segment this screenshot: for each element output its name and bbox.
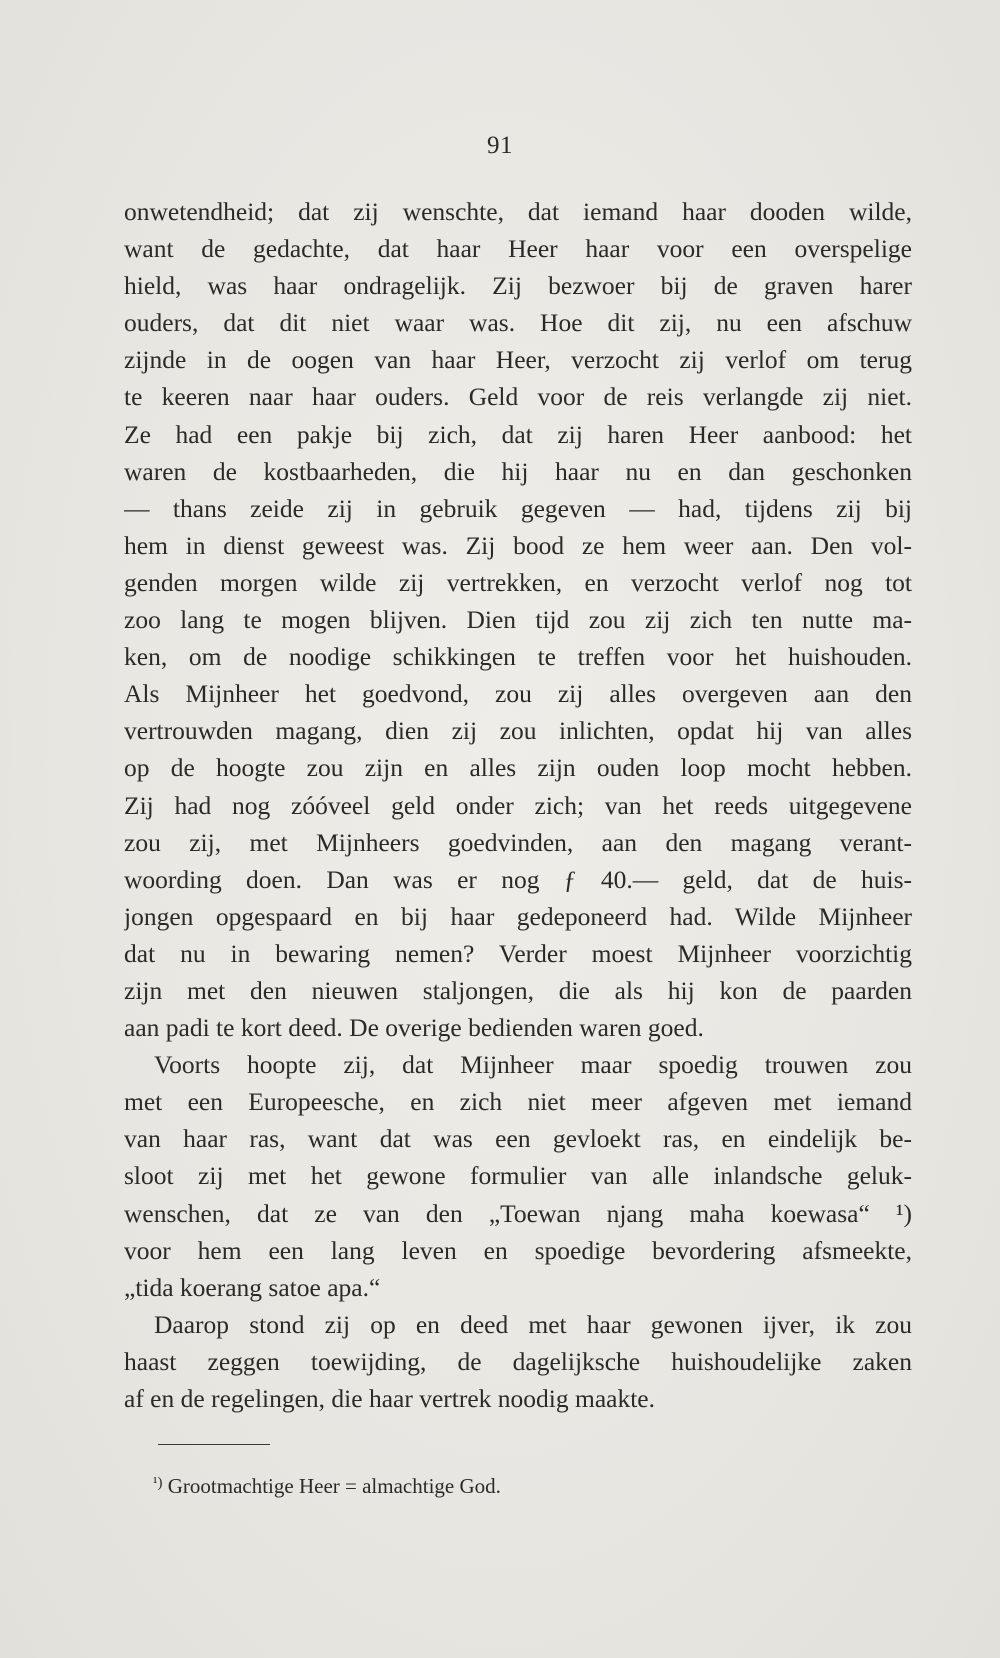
text-line: vertrouwden magang, dien zij zou inlichten, opdat hij van alles <box>124 716 912 746</box>
text-line: voor hem een lang leven en spoedige bevordering afsmeekte, <box>124 1235 912 1265</box>
text-line: Daarop stond zij op en deed met haar gewonen ijver, ik zou <box>154 1309 912 1339</box>
footnote <box>153 1469 501 1500</box>
text-line: „tida koerang satoe apa.“ <box>124 1272 381 1302</box>
text-line: van haar ras, want dat was een gevloekt ras, en eindelijk be- <box>124 1124 912 1154</box>
footnote-mark: ¹) <box>153 1475 163 1491</box>
text-line: haast zeggen toewijding, de dagelijksche huishoudelijke zaken <box>124 1346 912 1376</box>
text-line: ouders, dat dit niet waar was. Hoe dit zij, nu een afschuw <box>124 308 912 338</box>
text-line: — thans zeide zij in gebruik gegeven — had, tijdens zij bij <box>124 493 912 523</box>
text-line: dat nu in bewaring nemen? Verder moest Mijnheer voorzichtig <box>124 938 912 968</box>
text-line: woording doen. Dan was er nog ƒ 40.— geld, dat de huis- <box>124 864 912 894</box>
text-line: hem in dienst geweest was. Zij bood ze hem weer aan. Den vol- <box>124 530 912 560</box>
footnote-divider <box>158 1444 270 1445</box>
text-line: zoo lang te mogen blijven. Dien tijd zou zij zich ten nutte ma- <box>124 605 912 635</box>
page-number: 91 <box>487 132 513 159</box>
text-line: zijn met den nieuwen staljongen, die als hij kon de paarden <box>124 975 912 1005</box>
text-line: Zij had nog zóóveel geld onder zich; van het reeds uitgegevene <box>124 790 912 820</box>
text-line: want de gedachte, dat haar Heer haar voor een overspelige <box>124 234 912 264</box>
text-line: Voorts hoopte zij, dat Mijnheer maar spoedig trouwen zou <box>154 1050 912 1080</box>
text-line: genden morgen wilde zij vertrekken, en verzocht verlof nog tot <box>124 567 912 597</box>
text-line: aan padi te kort deed. De overige bedienden waren goed. <box>124 1013 704 1043</box>
body-text <box>124 193 912 1417</box>
text-line: te keeren naar haar ouders. Geld voor de reis verlangde zij niet. <box>124 382 912 412</box>
text-line: op de hoogte zou zijn en alles zijn ouden loop mocht hebben. <box>124 753 912 783</box>
text-line: waren de kostbaarheden, die hij haar nu en dan geschonken <box>124 456 912 486</box>
text-line: jongen opgespaard en bij haar gedeponeerd had. Wilde Mijnheer <box>124 901 912 931</box>
footnote-text: Grootmachtige Heer = almachtige God. <box>167 1474 501 1498</box>
text-line: ken, om de noodige schikkingen te treffen voor het huishouden. <box>124 642 912 672</box>
text-line: Ze had een pakje bij zich, dat zij haren Heer aanbood: het <box>124 419 912 449</box>
text-line: wenschen, dat ze van den „Toewan njang maha koewasa“ ¹) <box>124 1198 912 1228</box>
text-line: met een Europeesche, en zich niet meer afgeven met iemand <box>124 1087 912 1117</box>
text-line: hield, was haar ondragelijk. Zij bezwoer bij de graven harer <box>124 271 912 301</box>
text-line: onwetendheid; dat zij wenschte, dat iemand haar dooden wilde, <box>124 197 912 226</box>
text-line: zou zij, met Mijnheers goedvinden, aan den magang verant- <box>124 827 912 857</box>
text-line: af en de regelingen, die haar vertrek noodig maakte. <box>124 1384 656 1413</box>
text-line: sloot zij met het gewone formulier van alle inlandsche geluk- <box>124 1161 912 1191</box>
text-line: Als Mijnheer het goedvond, zou zij alles overgeven aan den <box>124 679 912 709</box>
text-line: zijnde in de oogen van haar Heer, verzocht zij verlof om terug <box>124 345 912 375</box>
